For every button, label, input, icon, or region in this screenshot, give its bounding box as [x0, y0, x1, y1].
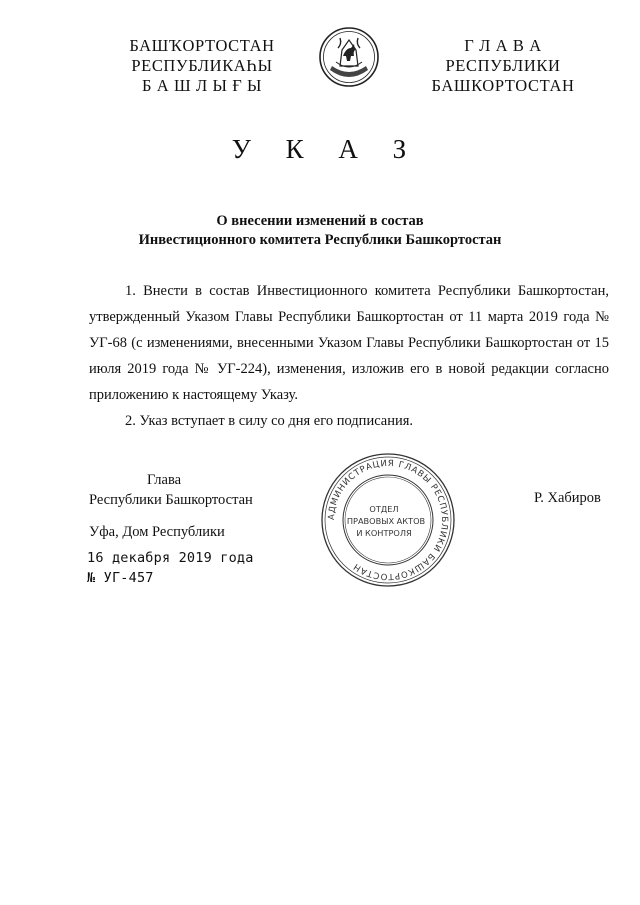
- header-left-line-3: Б А Ш Л Ы Ғ Ы: [141, 76, 263, 95]
- header-left-line-1: БАШҠОРТОСТАН: [129, 36, 275, 55]
- stamp-center-line-1: ОТДЕЛ: [369, 504, 399, 514]
- subject-line-1: О внесении изменений в состав: [216, 213, 424, 229]
- signer-title-line-1: Глава: [147, 472, 182, 488]
- stamp-ring-text: АДМИНИСТРАЦИЯ ГЛАВЫ РЕСПУБЛИКИ БАШКОРТОСТАН: [326, 458, 450, 582]
- stamp-center-line-2: ПРАВОВЫХ АКТОВ: [346, 516, 426, 526]
- document-number: № УГ-457: [87, 570, 154, 586]
- bashkortostan-coat-of-arms-icon: [318, 26, 380, 88]
- document-subject: [100, 212, 540, 250]
- paragraph-1: 1. Внести в состав Инвестиционного комитета Республики Башкортостан, утвержденный Указом Главы Республики Башкортостан от 11 марта 2019 года № УГ-68 (с изменениями, внесенными Указом Главы Республики Башкортостан от 15 июля 2019 года № УГ-224), изменения, изложив его в новой редакции согласно приложению к настоящему Указу.: [89, 283, 609, 403]
- document-date: 16 декабря 2019 года: [87, 550, 254, 566]
- document-type-title: У К А З: [231, 134, 421, 164]
- header-right-line-2: РЕСПУБЛИКИ: [445, 56, 561, 75]
- stamp-center-line-3: И КОНТРОЛЯ: [356, 528, 412, 538]
- header-right-line-1: Г Л А В А: [464, 36, 542, 55]
- official-stamp: [318, 450, 458, 590]
- subject-line-2: Инвестиционного комитета Республики Башкортостан: [138, 232, 502, 248]
- paragraph-2: 2. Указ вступает в силу со дня его подписания.: [125, 413, 414, 429]
- signing-place: Уфа, Дом Республики: [89, 524, 225, 540]
- document-body: [89, 278, 609, 434]
- signer-title: [89, 470, 253, 510]
- signer-title-line-2: Республики Башкортостан: [89, 492, 253, 508]
- signer-name: Р. Хабиров: [534, 490, 601, 506]
- header-right-block: [418, 36, 588, 96]
- header-left-line-2: РЕСПУБЛИКАҺЫ: [131, 56, 273, 75]
- header-left-block: [118, 36, 286, 96]
- header-right-line-3: БАШКОРТОСТАН: [431, 76, 575, 95]
